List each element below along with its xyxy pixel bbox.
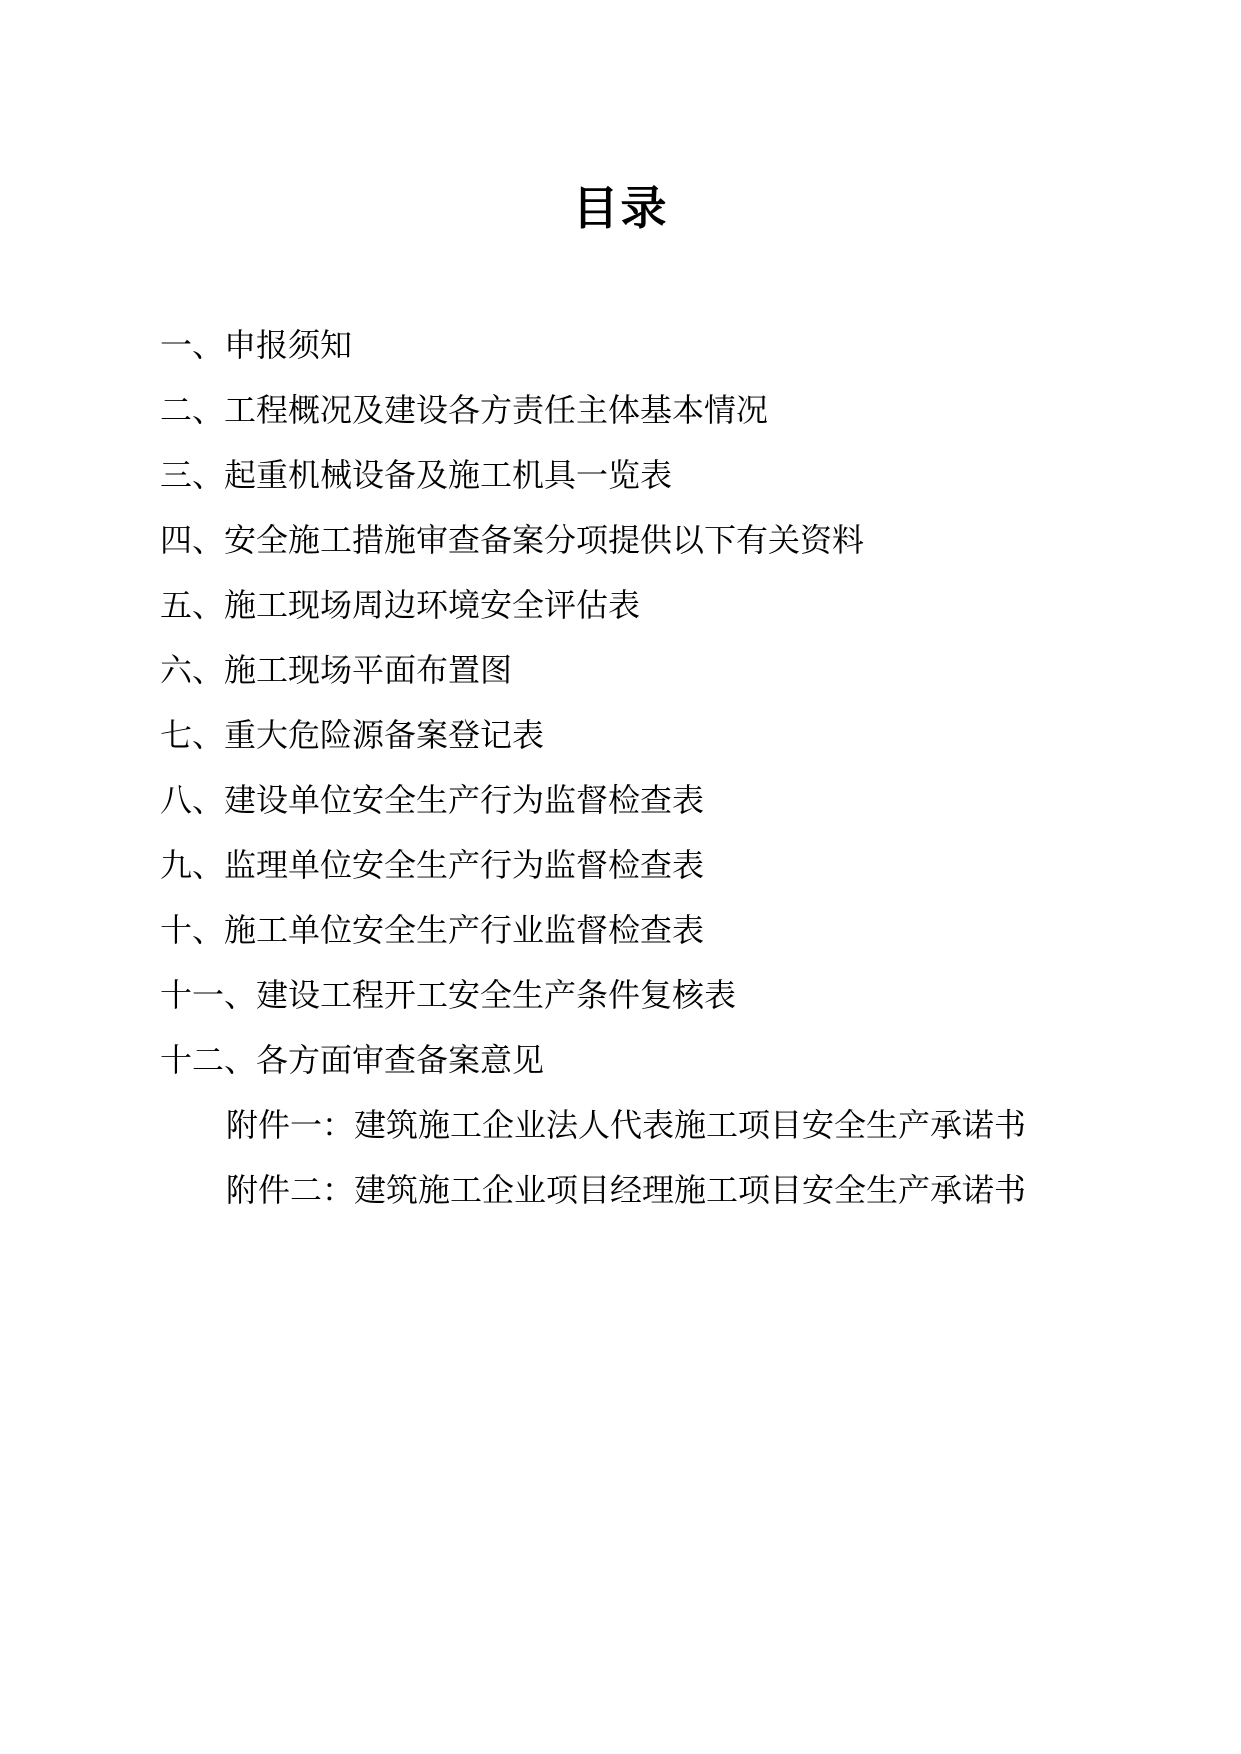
toc-item-3: 三、起重机械设备及施工机具一览表 — [160, 456, 673, 494]
toc-item-9: 九、监理单位安全生产行为监督检查表 — [160, 846, 705, 884]
page-title: 目录 — [572, 181, 669, 235]
toc-item-5: 五、施工现场周边环境安全评估表 — [160, 586, 641, 624]
table-of-contents — [160, 313, 1160, 1223]
toc-item-12: 十二、各方面审查备案意见 — [160, 1041, 545, 1079]
toc-item-1: 一、申报须知 — [160, 326, 353, 364]
toc-item-7: 七、重大危险源备案登记表 — [160, 716, 545, 754]
toc-item-10: 十、施工单位安全生产行业监督检查表 — [160, 911, 705, 949]
attachment-2: 附件二：建筑施工企业项目经理施工项目安全生产承诺书 — [226, 1171, 1027, 1209]
toc-item-6: 六、施工现场平面布置图 — [160, 651, 513, 689]
toc-item-11: 十一、建设工程开工安全生产条件复核表 — [160, 976, 737, 1014]
toc-item-4: 四、安全施工措施审查备案分项提供以下有关资料 — [160, 521, 865, 559]
toc-item-8: 八、建设单位安全生产行为监督检查表 — [160, 781, 705, 819]
toc-item-2: 二、工程概况及建设各方责任主体基本情况 — [160, 391, 769, 429]
attachment-1: 附件一：建筑施工企业法人代表施工项目安全生产承诺书 — [226, 1106, 1027, 1144]
